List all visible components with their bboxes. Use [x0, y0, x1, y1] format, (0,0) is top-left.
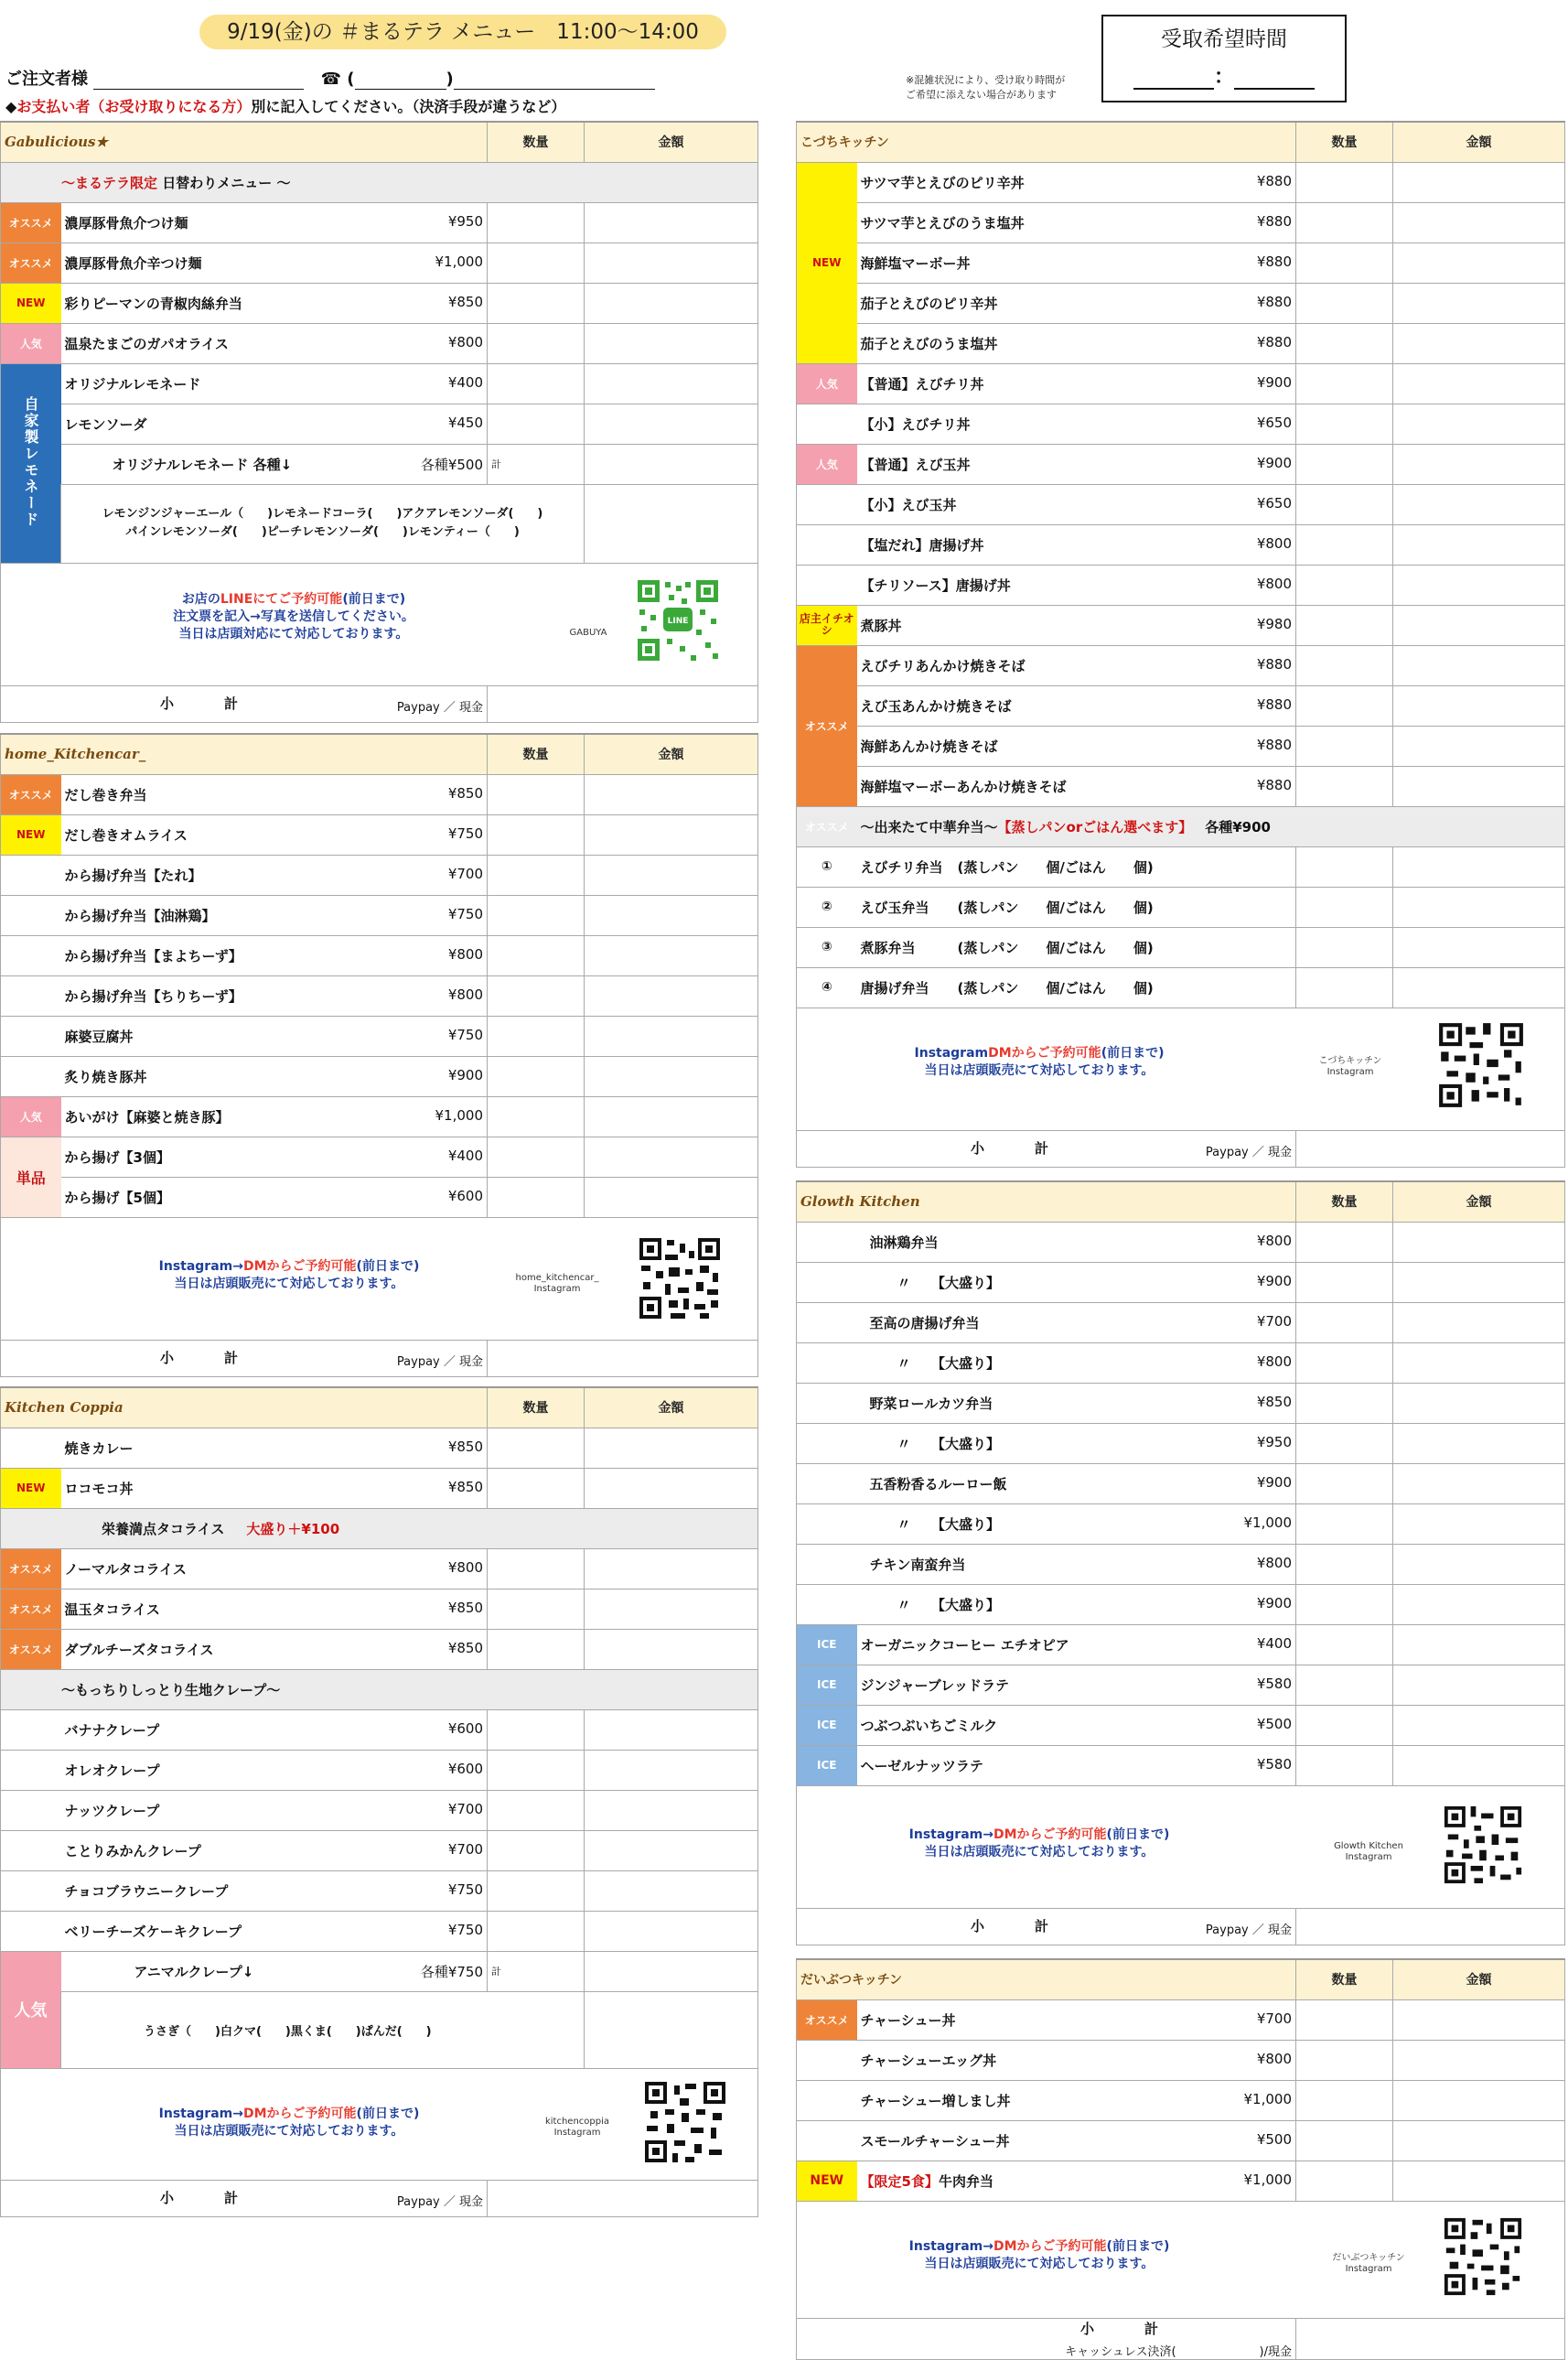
menu-row: えび玉あんかけ焼きそば ¥880 — [797, 685, 1565, 726]
amount-cell[interactable] — [585, 1589, 758, 1629]
amount-cell[interactable] — [585, 1137, 758, 1177]
customer-name-field[interactable] — [93, 71, 304, 90]
amount-cell[interactable] — [1393, 1745, 1565, 1785]
menu-row: ① えびチリ弁当 (蒸しパン 個/ごはん 個) — [797, 846, 1565, 887]
amount-cell[interactable] — [1393, 1584, 1565, 1624]
menu-row: 人気 アニマルクレープ↓ 各種¥750 計 — [1, 1951, 758, 1991]
menu-row: NEW サツマ芋とえびのピリ辛丼 ¥880 — [797, 162, 1565, 202]
pickup-minute-field[interactable] — [1234, 70, 1315, 90]
qty-cell[interactable] — [1296, 967, 1393, 1008]
qr-code-icon[interactable] — [643, 2080, 727, 2164]
menu-row: オススメ 濃厚豚骨魚介つけ麺 ¥950 — [1, 202, 758, 242]
reservation-info: Instagram→DMからご予約可能(前日まで) 当日は店頭販売にて対応しております。 だいぶつキッチン Instagram — [797, 2201, 1565, 2318]
amount-cell[interactable] — [585, 1709, 758, 1750]
amount-cell[interactable] — [585, 1830, 758, 1870]
amount-cell[interactable] — [1393, 162, 1565, 202]
qty-cell[interactable] — [1296, 202, 1393, 242]
reservation-info: Instagram→DMからご予約可能(前日まで) 当日は店頭販売にて対応しております。 home_kitchencar_ Instagram — [1, 1217, 758, 1340]
subtotal-cell[interactable] — [488, 2180, 758, 2216]
qty-cell[interactable] — [1296, 2161, 1393, 2201]
menu-row: 【小】えび玉丼 ¥650 — [797, 484, 1565, 524]
amount-cell[interactable] — [1393, 1262, 1565, 1302]
qty-cell[interactable] — [1296, 444, 1393, 484]
menu-row: から揚げ弁当【まよちーず】 ¥800 — [1, 935, 758, 975]
amount-cell[interactable] — [1393, 484, 1565, 524]
amount-cell[interactable] — [585, 855, 758, 895]
menu-row: 【チリソース】唐揚げ丼 ¥800 — [797, 565, 1565, 605]
amount-cell[interactable] — [585, 774, 758, 814]
menu-row: 〃 【大盛り】 ¥800 — [797, 1342, 1565, 1383]
amount-cell[interactable] — [1393, 1503, 1565, 1544]
pickup-label: 受取希望時間 — [1161, 27, 1287, 51]
amount-cell[interactable] — [585, 323, 758, 363]
amount-cell[interactable] — [585, 895, 758, 935]
qr-code-icon[interactable] — [1443, 2216, 1523, 2297]
menu-row: ICE ジンジャーブレッドラテ ¥580 — [797, 1665, 1565, 1705]
qty-cell[interactable] — [1296, 1383, 1393, 1423]
vendor-name: だいぶつキッチン — [797, 1959, 1296, 1999]
menu-row: 至高の唐揚げ弁当 ¥700 — [797, 1302, 1565, 1342]
amount-cell[interactable] — [1393, 887, 1565, 927]
osusume-tag: オススメ — [797, 645, 857, 806]
amount-cell[interactable] — [1393, 323, 1565, 363]
svg-text:LINE: LINE — [667, 616, 689, 626]
qty-cell[interactable] — [1296, 242, 1393, 283]
menu-row: から揚げ弁当【たれ】 ¥700 — [1, 855, 758, 895]
daibutsu-kitchen-table: だいぶつキッチン 数量 金額 オススメ チャーシュー丼 ¥700 チャーシューエッグ丼 ¥800 チャーシュー増しまし丼 ¥1,000 スモールチャーシュー丼 ¥500 NEW 【限定5食】牛肉弁当 ¥1,000 Instagram→DMからご予約可能(前日まで) 当日は店頭販売にて対応しております。 だいぶつキッチン Instagram 小 計 キャッシュレス決済( )/現金 — [796, 1958, 1565, 2360]
menu-row: 麻婆豆腐丼 ¥750 — [1, 1016, 758, 1056]
qty-cell[interactable] — [1296, 726, 1393, 766]
qty-cell[interactable] — [488, 242, 585, 283]
gabulicious-table: Gabulicious★ 数量 金額 ～まるテラ限定 日替わりメニュー ～ オススメ 濃厚豚骨魚介つけ麺 ¥950 オススメ 濃厚豚骨魚介辛つけ麺 ¥1,000 NEW 彩りピーマンの青椒肉絲弁当 ¥850 人気 温泉たまごのガパオライス ¥800 自家製レモネード オリジナルレモネード ¥400 レモンソーダ ¥450 オリジナルレモネード 各種↓ 各種¥500 計 レモンジンジャーエール（ )レモネードコーラ( )アクアレモンソーダ( ) パインレモンソーダ( )ピーチレモンソーダ( )レモンティー（ ) お店のLINEにてご予約可能(前日まで) 注文票を記入→写真を送信してください。 当日は店頭対応にて対応しております。 GABUYA LINE 小 計 Paypay ／ 現金 — [0, 121, 758, 723]
menu-row: から揚げ【5個】 ¥600 — [1, 1177, 758, 1217]
menu-row: 油淋鶏弁当 ¥800 — [797, 1222, 1565, 1262]
qty-cell[interactable] — [1296, 1302, 1393, 1342]
qty-cell[interactable] — [488, 895, 585, 935]
amount-cell[interactable] — [585, 814, 758, 855]
qty-cell[interactable] — [1296, 1665, 1393, 1705]
qty-cell[interactable] — [488, 774, 585, 814]
amount-cell[interactable] — [585, 1951, 758, 1991]
qty-cell[interactable] — [488, 202, 585, 242]
qty-cell[interactable] — [1296, 404, 1393, 444]
qty-cell[interactable] — [488, 1428, 585, 1468]
qty-cell[interactable] — [1296, 1423, 1393, 1463]
menu-row: 海鮮あんかけ焼きそば ¥880 — [797, 726, 1565, 766]
menu-row: オススメ ノーマルタコライス ¥800 — [1, 1548, 758, 1589]
menu-row: 人気 【普通】えび玉丼 ¥900 — [797, 444, 1565, 484]
amount-cell[interactable] — [585, 444, 758, 484]
amount-cell[interactable] — [1393, 1463, 1565, 1503]
menu-row: 海鮮塩マーボーあんかけ焼きそば ¥880 — [797, 766, 1565, 806]
qty-cell[interactable] — [488, 1548, 585, 1589]
qty-cell[interactable] — [1296, 846, 1393, 887]
menu-row: から揚げ弁当【油淋鶏】 ¥750 — [1, 895, 758, 935]
amount-cell[interactable] — [1393, 766, 1565, 806]
amount-cell[interactable] — [585, 1468, 758, 1508]
qty-cell[interactable] — [1296, 1544, 1393, 1584]
qty-cell[interactable] — [488, 1790, 585, 1830]
menu-row: NEW 【限定5食】牛肉弁当 ¥1,000 — [797, 2161, 1565, 2201]
menu-row: 五香粉香るルーロー飯 ¥900 — [797, 1463, 1565, 1503]
amount-cell[interactable] — [1393, 202, 1565, 242]
amount-cell[interactable] — [585, 1177, 758, 1217]
menu-row: スモールチャーシュー丼 ¥500 — [797, 2120, 1565, 2161]
qty-cell[interactable] — [488, 1589, 585, 1629]
amount-cell[interactable] — [1393, 363, 1565, 404]
amount-cell[interactable] — [1393, 524, 1565, 565]
menu-row: バナナクレープ ¥600 — [1, 1709, 758, 1750]
amount-cell[interactable] — [1393, 404, 1565, 444]
qty-cell[interactable] — [1296, 887, 1393, 927]
menu-row: 【塩だれ】唐揚げ丼 ¥800 — [797, 524, 1565, 565]
amount-cell[interactable] — [1393, 1624, 1565, 1665]
qty-cell[interactable] — [1296, 1624, 1393, 1665]
amount-cell[interactable] — [585, 484, 758, 563]
amount-cell[interactable] — [1393, 1544, 1565, 1584]
section-header: 栄養満点タコライス 大盛り＋¥100 — [1, 1508, 758, 1548]
amount-cell[interactable] — [1393, 726, 1565, 766]
qty-cell[interactable] — [1296, 1584, 1393, 1624]
menu-row: NEW 彩りピーマンの青椒肉絲弁当 ¥850 — [1, 283, 758, 323]
amount-cell[interactable] — [585, 1016, 758, 1056]
amount-cell[interactable] — [1393, 1342, 1565, 1383]
qty-cell[interactable] — [1296, 1705, 1393, 1745]
menu-row: 人気 温泉たまごのガパオライス ¥800 — [1, 323, 758, 363]
qty-cell[interactable] — [1296, 645, 1393, 685]
qty-cell[interactable] — [488, 404, 585, 444]
menu-row: レモンソーダ ¥450 — [1, 404, 758, 444]
qty-cell[interactable] — [1296, 2040, 1393, 2080]
amount-cell[interactable] — [1393, 685, 1565, 726]
menu-row: 焼きカレー ¥850 — [1, 1428, 758, 1468]
qty-cell[interactable] — [1296, 766, 1393, 806]
qty-cell[interactable] — [488, 1096, 585, 1137]
qty-cell[interactable] — [488, 1750, 585, 1790]
amount-cell[interactable] — [585, 1870, 758, 1911]
amount-cell[interactable] — [1393, 242, 1565, 283]
amount-cell[interactable] — [585, 1096, 758, 1137]
menu-row: オススメ 濃厚豚骨魚介辛つけ麺 ¥1,000 — [1, 242, 758, 283]
menu-row: 炙り焼き豚丼 ¥900 — [1, 1056, 758, 1096]
amount-cell[interactable] — [1393, 444, 1565, 484]
menu-row: NEW ロコモコ丼 ¥850 — [1, 1468, 758, 1508]
pickup-hour-field[interactable] — [1133, 70, 1214, 90]
menu-row: 茄子とえびのピリ辛丼 ¥880 — [797, 283, 1565, 323]
customer-label: ご注文者様 — [5, 70, 88, 89]
menu-row: チャーシュー増しまし丼 ¥1,000 — [797, 2080, 1565, 2120]
amount-cell[interactable] — [585, 1548, 758, 1589]
menu-row: ④ 唐揚げ弁当 (蒸しパン 個/ごはん 個) — [797, 967, 1565, 1008]
qr-code-icon[interactable] — [1443, 1805, 1523, 1885]
pickup-time-box[interactable]: 受取希望時間 ： — [1101, 15, 1347, 102]
reservation-info: Instagram→DMからご予約可能(前日まで) 当日は店頭販売にて対応しております。 Glowth Kitchen Instagram — [797, 1785, 1565, 1908]
menu-row: NEW だし巻きオムライス ¥750 — [1, 814, 758, 855]
glowth-kitchen-table: Glowth Kitchen 数量 金額 油淋鶏弁当 ¥800 〃 【大盛り】 ¥900 至高の唐揚げ弁当 ¥700 〃 【大盛り】 ¥800 野菜ロールカツ弁当 ¥850 〃 【大盛り】 ¥950 五香粉香るルーロー飯 ¥900 〃 【大盛り】 ¥1,000 チキン南蛮弁当 ¥800 〃 【大盛り】 ¥900 ICE オーガニックコーヒー エチオピア ¥400 ICE ジンジャーブレッドラテ ¥580 ICE つぶつぶいちごミルク ¥500 ICE ヘーゼルナッツラテ ¥580 Instagram→DMからご予約可能(前日まで) 当日は店頭販売にて対応しております。 Glowth Kitchen Instagram 小 計 Paypay ／ 現金 — [796, 1180, 1565, 1945]
menu-row: サツマ芋とえびのうま塩丼 ¥880 — [797, 202, 1565, 242]
qr-code-icon[interactable] — [638, 1236, 722, 1320]
amount-cell[interactable] — [1393, 2161, 1565, 2201]
menu-row: 野菜ロールカツ弁当 ¥850 — [797, 1383, 1565, 1423]
subtotal-cell[interactable] — [488, 685, 758, 722]
subtotal-cell[interactable] — [1296, 2318, 1565, 2359]
tanpin-tag: 単品 — [1, 1137, 61, 1217]
menu-row: ナッツクレープ ¥700 — [1, 1790, 758, 1830]
menu-row: 海鮮塩マーボー丼 ¥880 — [797, 242, 1565, 283]
qty-cell[interactable] — [1296, 605, 1393, 645]
menu-row: ことりみかんクレープ ¥700 — [1, 1830, 758, 1870]
amount-cell[interactable] — [1393, 605, 1565, 645]
amount-cell[interactable] — [1393, 1302, 1565, 1342]
qty-cell[interactable] — [488, 323, 585, 363]
phone-field[interactable] — [355, 71, 446, 90]
qty-cell[interactable] — [488, 1468, 585, 1508]
section-header: ～まるテラ限定 日替わりメニュー ～ — [1, 162, 758, 202]
menu-row: チャーシューエッグ丼 ¥800 — [797, 2040, 1565, 2080]
amount-cell[interactable] — [1393, 1423, 1565, 1463]
menu-row: オススメ だし巻き弁当 ¥850 — [1, 774, 758, 814]
amount-cell[interactable] — [1393, 1383, 1565, 1423]
phone-icon: ☎ — [320, 70, 341, 89]
menu-row: 店主イチオシ 煮豚丼 ¥980 — [797, 605, 1565, 645]
menu-row: レモンジンジャーエール（ )レモネードコーラ( )アクアレモンソーダ( ) パインレモンソーダ( )ピーチレモンソーダ( )レモンティー（ ) — [1, 484, 758, 563]
qty-cell[interactable] — [488, 1709, 585, 1750]
qty-cell[interactable] — [1296, 685, 1393, 726]
qty-cell[interactable] — [488, 855, 585, 895]
menu-row: うさぎ（ )白クマ( )黒くま( )ぱんだ( ) — [1, 1991, 758, 2068]
qr-code-icon[interactable] — [1437, 1021, 1525, 1109]
amount-cell[interactable] — [1393, 967, 1565, 1008]
amount-cell[interactable] — [1393, 1222, 1565, 1262]
amount-cell[interactable] — [585, 1991, 758, 2068]
menu-row: 【小】えびチリ丼 ¥650 — [797, 404, 1565, 444]
customer-name-line: ご注文者様 ☎ ( ) — [5, 66, 655, 90]
qty-cell[interactable] — [488, 1911, 585, 1951]
qr-code-icon[interactable] — [636, 578, 720, 663]
menu-row: オススメ 温玉タコライス ¥850 — [1, 1589, 758, 1629]
payment-note: ◆お支払い者（お受け取りになる方）別に記入してください。（決済手段が違うなど） — [5, 98, 566, 115]
menu-row: オリジナルレモネード 各種↓ 各種¥500 計 — [1, 444, 758, 484]
menu-row: 単品 から揚げ【3個】 ¥400 — [1, 1137, 758, 1177]
menu-row: から揚げ弁当【ちりちーず】 ¥800 — [1, 975, 758, 1016]
qty-cell[interactable] — [488, 1177, 585, 1217]
kitchen-coppia-table: Kitchen Coppia 数量 金額 焼きカレー ¥850 NEW ロコモコ丼 ¥850 栄養満点タコライス 大盛り＋¥100 オススメ ノーマルタコライス ¥800 オススメ 温玉タコライス ¥850 オススメ ダブルチーズタコライス ¥850 ～もっちりしっとり生地クレープ～ バナナクレープ ¥600 オレオクレープ ¥600 ナッツクレープ ¥700 ことりみかんクレープ ¥700 チョコブラウニークレープ ¥750 ベリーチーズケーキクレープ ¥750 人気 アニマルクレープ↓ 各種¥750 計 うさぎ（ )白クマ( )黒くま( )ぱんだ( ) Instagram→DMからご予約可能(前日まで) 当日は店頭販売にて対応しております。 kitchencoppia Instagram 小 計 Paypay ／ 現金 — [0, 1386, 758, 2217]
qty-cell[interactable] — [1296, 1745, 1393, 1785]
amount-cell[interactable] — [585, 1629, 758, 1669]
qty-cell[interactable] — [488, 814, 585, 855]
section-header: ～出来たて中華弁当～【蒸しパンorごはん選べます】 各種¥900 — [857, 806, 1565, 846]
amount-cell[interactable] — [585, 935, 758, 975]
new-tag: NEW — [797, 162, 857, 363]
amount-cell[interactable] — [585, 363, 758, 404]
menu-row: 自家製レモネード オリジナルレモネード ¥400 — [1, 363, 758, 404]
menu-row: オレオクレープ ¥600 — [1, 1750, 758, 1790]
kozuchi-kitchen-table: こづちキッチン 数量 金額 NEW サツマ芋とえびのピリ辛丼 ¥880 サツマ芋とえびのうま塩丼 ¥880 海鮮塩マーボー丼 ¥880 茄子とえびのピリ辛丼 ¥880 茄子とえびのうま塩丼 ¥880 人気 【普通】えびチリ丼 ¥900 【小】えびチリ丼 ¥650 人気 【普通】えび玉丼 ¥900 【小】えび玉丼 ¥650 【塩だれ】唐揚げ丼 ¥800 【チリソース】唐揚げ丼 ¥800 店主イチオシ 煮豚丼 ¥980 オススメ えびチリあんかけ焼きそば ¥880 えび玉あんかけ焼きそば ¥880 海鮮あんかけ焼きそば ¥880 海鮮塩マーボーあんかけ焼きそば ¥880 オススメ ～出来たて中華弁当～【蒸しパンorごはん選べます】 各種¥900 ① えびチリ弁当 (蒸しパン 個/ごはん 個) ② えび玉弁当 (蒸しパン 個/ごはん 個) ③ 煮豚弁当 (蒸しパン 個/ごはん 個) ④ 唐揚げ弁当 (蒸しパン 個/ごはん 個) InstagramDMからご予約可能(前日まで) 当日は店頭販売にて対応しております。 こづちキッチン Instagram 小 計 Paypay ／ 現金 — [796, 121, 1565, 1168]
amount-cell[interactable] — [1393, 1705, 1565, 1745]
lemonade-tag: 自家製レモネード — [22, 395, 39, 528]
qty-cell[interactable] — [1296, 323, 1393, 363]
amount-cell[interactable] — [585, 1428, 758, 1468]
qty-cell[interactable] — [488, 1016, 585, 1056]
amount-cell[interactable] — [1393, 927, 1565, 967]
menu-row: 〃 【大盛り】 ¥900 — [797, 1262, 1565, 1302]
qty-cell[interactable] — [488, 1137, 585, 1177]
amount-cell[interactable] — [1393, 645, 1565, 685]
qty-cell[interactable] — [488, 1629, 585, 1669]
qty-cell[interactable] — [1296, 524, 1393, 565]
subtotal-cell[interactable] — [1296, 1908, 1565, 1945]
amount-cell[interactable] — [1393, 2120, 1565, 2161]
vendor-name: Gabulicious★ — [1, 122, 488, 162]
qty-cell[interactable] — [488, 363, 585, 404]
crowd-note: ※混雑状況により、受け取り時間が ご希望に添えない場合があります — [906, 74, 1066, 101]
amount-cell[interactable] — [585, 404, 758, 444]
menu-row: 人気 【普通】えびチリ丼 ¥900 — [797, 363, 1565, 404]
menu-row: オススメ えびチリあんかけ焼きそば ¥880 — [797, 645, 1565, 685]
qty-cell[interactable] — [1296, 1342, 1393, 1383]
menu-row: ICE ヘーゼルナッツラテ ¥580 — [797, 1745, 1565, 1785]
qty-cell[interactable] — [1296, 565, 1393, 605]
qty-cell[interactable] — [1296, 1999, 1393, 2040]
menu-row: 〃 【大盛り】 ¥1,000 — [797, 1503, 1565, 1544]
amount-cell[interactable] — [1393, 283, 1565, 323]
vendor-name: home_Kitchencar_ — [1, 734, 488, 774]
qty-cell[interactable] — [488, 1830, 585, 1870]
amount-cell[interactable] — [1393, 1999, 1565, 2040]
menu-row: ② えび玉弁当 (蒸しパン 個/ごはん 個) — [797, 887, 1565, 927]
subtotal-cell[interactable] — [1296, 1130, 1565, 1167]
amount-cell[interactable] — [1393, 846, 1565, 887]
amount-cell[interactable] — [585, 242, 758, 283]
menu-row: ③ 煮豚弁当 (蒸しパン 個/ごはん 個) — [797, 927, 1565, 967]
vendor-name: Kitchen Coppia — [1, 1387, 488, 1428]
qty-cell[interactable] — [1296, 363, 1393, 404]
menu-row: チョコブラウニークレープ ¥750 — [1, 1870, 758, 1911]
amount-cell[interactable] — [1393, 1665, 1565, 1705]
qty-cell[interactable] — [1296, 1262, 1393, 1302]
qty-cell[interactable] — [1296, 2120, 1393, 2161]
page-title: 9/19(金)の ＃まるテラ メニュー 11:00～14:00 — [199, 15, 726, 49]
vendor-name: こづちキッチン — [797, 122, 1296, 162]
amount-cell[interactable] — [1393, 565, 1565, 605]
qty-cell[interactable] — [488, 283, 585, 323]
qty-cell[interactable] — [1296, 484, 1393, 524]
home-kitchencar-table: home_Kitchencar_ 数量 金額 オススメ だし巻き弁当 ¥850 NEW だし巻きオムライス ¥750 から揚げ弁当【たれ】 ¥700 から揚げ弁当【油淋鶏】 ¥750 から揚げ弁当【まよちーず】 ¥800 から揚げ弁当【ちりちーず】 ¥800 麻婆豆腐丼 ¥750 炙り焼き豚丼 ¥900 人気 あいがけ【麻婆と焼き豚】 ¥1,000 単品 から揚げ【3個】 ¥400 から揚げ【5個】 ¥600 Instagram→DMからご予約可能(前日まで) 当日は店頭販売にて対応しております。 home_kitchencar_ Instagram 小 計 Paypay ／ 現金 — [0, 733, 758, 1377]
amount-cell[interactable] — [1393, 2080, 1565, 2120]
menu-row: 〃 【大盛り】 ¥950 — [797, 1423, 1565, 1463]
vendor-name: Glowth Kitchen — [797, 1181, 1296, 1222]
menu-row: オススメ チャーシュー丼 ¥700 — [797, 1999, 1565, 2040]
subtotal-cell[interactable] — [488, 1340, 758, 1376]
amount-cell[interactable] — [585, 975, 758, 1016]
qty-cell[interactable] — [1296, 927, 1393, 967]
qty-cell[interactable] — [488, 975, 585, 1016]
menu-row: オススメ ダブルチーズタコライス ¥850 — [1, 1629, 758, 1669]
qty-cell[interactable] — [1296, 1463, 1393, 1503]
amount-cell[interactable] — [585, 1750, 758, 1790]
amount-cell[interactable] — [585, 1790, 758, 1830]
amount-cell[interactable] — [585, 283, 758, 323]
amount-cell[interactable] — [585, 202, 758, 242]
qty-cell[interactable] — [1296, 162, 1393, 202]
reservation-info: お店のLINEにてご予約可能(前日まで) 注文票を記入→写真を送信してください。 当日は店頭対応にて対応しております。 GABUYA LINE — [1, 563, 758, 685]
menu-row: ICE オーガニックコーヒー エチオピア ¥400 — [797, 1624, 1565, 1665]
menu-row: 茄子とえびのうま塩丼 ¥880 — [797, 323, 1565, 363]
reservation-info: InstagramDMからご予約可能(前日まで) 当日は店頭販売にて対応しております。 こづちキッチン Instagram — [797, 1008, 1565, 1130]
ninki-tag: 人気 — [1, 1951, 61, 2068]
amount-cell[interactable] — [1393, 2040, 1565, 2080]
section-header: ～もっちりしっとり生地クレープ～ — [1, 1669, 758, 1709]
menu-row: チキン南蛮弁当 ¥800 — [797, 1544, 1565, 1584]
menu-row: ICE つぶつぶいちごミルク ¥500 — [797, 1705, 1565, 1745]
menu-row: 〃 【大盛り】 ¥900 — [797, 1584, 1565, 1624]
qty-cell[interactable] — [488, 1870, 585, 1911]
qty-cell[interactable] — [1296, 1222, 1393, 1262]
qty-cell[interactable] — [488, 1056, 585, 1096]
qty-cell[interactable] — [488, 935, 585, 975]
qty-cell[interactable] — [1296, 2080, 1393, 2120]
qty-cell[interactable] — [1296, 1503, 1393, 1544]
reservation-info: Instagram→DMからご予約可能(前日まで) 当日は店頭販売にて対応しております。 kitchencoppia Instagram — [1, 2068, 758, 2180]
menu-row: 人気 あいがけ【麻婆と焼き豚】 ¥1,000 — [1, 1096, 758, 1137]
qty-cell[interactable] — [1296, 283, 1393, 323]
amount-cell[interactable] — [585, 1056, 758, 1096]
amount-cell[interactable] — [585, 1911, 758, 1951]
menu-row: ベリーチーズケーキクレープ ¥750 — [1, 1911, 758, 1951]
